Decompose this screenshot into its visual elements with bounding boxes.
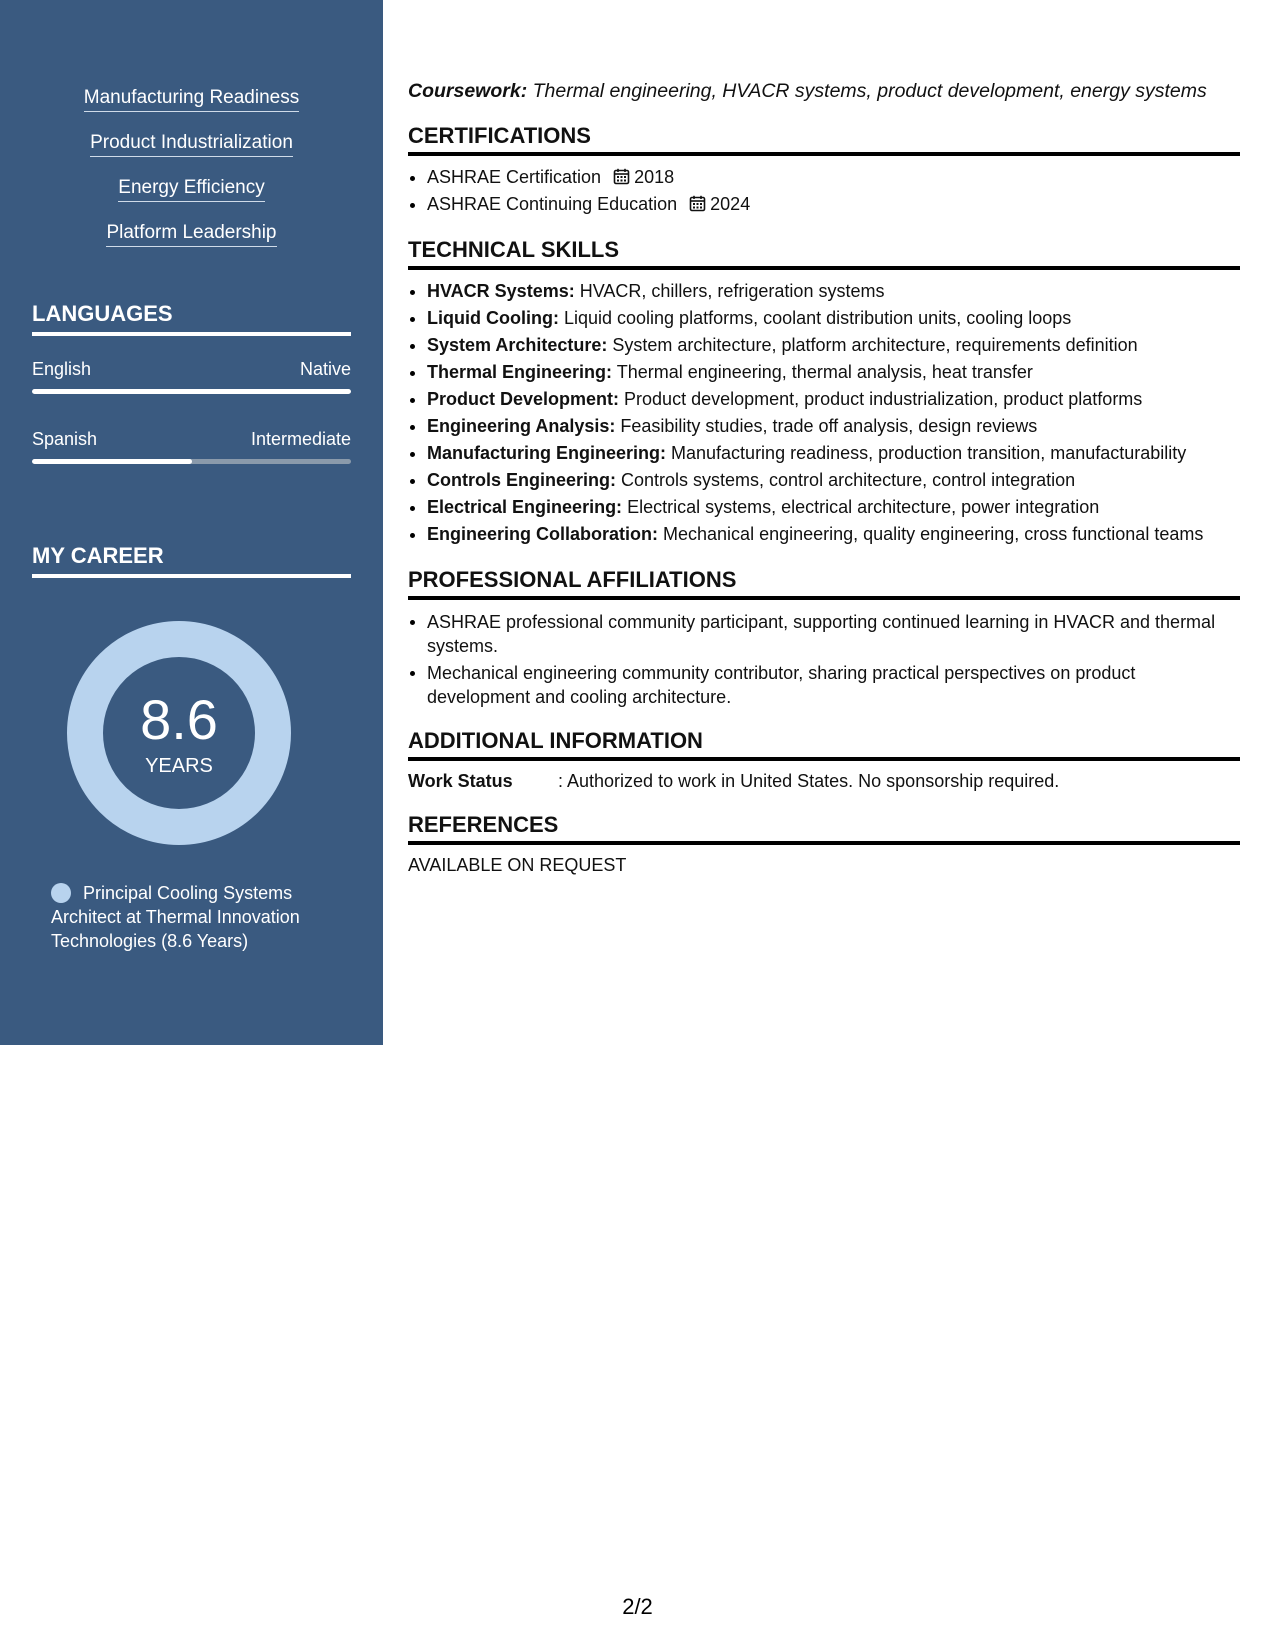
skill-label: Manufacturing Engineering:: [427, 443, 667, 463]
language-level: Native: [299, 359, 351, 379]
skill-text: Liquid cooling platforms, coolant distribution units, cooling loops: [558, 308, 1072, 328]
page-number: 2/2: [622, 1594, 653, 1619]
skill-item: [408, 359, 1240, 386]
coursework-line: [408, 78, 1240, 104]
certification-item: [408, 191, 1240, 218]
strengths-list: [0, 86, 383, 266]
skill-label: Controls Engineering:: [427, 470, 616, 490]
skill-item: [408, 467, 1240, 494]
skill-item: [408, 521, 1240, 548]
strength-item: Manufacturing Readiness: [84, 86, 299, 112]
main-content: [408, 78, 1240, 877]
skill-item: [408, 413, 1240, 440]
language-row: [32, 358, 351, 380]
skill-text: Thermal engineering, thermal analysis, heat transfer: [612, 362, 1033, 382]
technical-skills-heading: TECHNICAL SKILLS: [408, 236, 1240, 270]
languages-heading: LANGUAGES: [32, 300, 351, 336]
career-years-value: 8.6: [140, 688, 218, 751]
skill-item: [408, 332, 1240, 359]
skill-label: Thermal Engineering:: [427, 362, 613, 382]
skill-item: [408, 278, 1240, 305]
skill-label: System Architecture:: [427, 335, 608, 355]
skill-label: Product Development:: [427, 389, 620, 409]
strength-item: Platform Leadership: [106, 221, 276, 247]
language-proficiency-fill: [32, 389, 351, 394]
certification-year: 2024: [710, 194, 751, 214]
skill-text: Feasibility studies, trade off analysis, design reviews: [615, 416, 1038, 436]
coursework-label: Coursework:: [408, 80, 528, 102]
skill-text: Mechanical engineering, quality engineering, cross functional teams: [658, 524, 1204, 544]
affiliations-list: [408, 610, 1240, 709]
skill-text: HVACR, chillers, refrigeration systems: [574, 281, 885, 301]
references-heading: REFERENCES: [408, 811, 1240, 845]
language-proficiency-bar: [32, 459, 351, 464]
coursework-text: Thermal engineering, HVACR systems, product development, energy systems: [527, 80, 1207, 102]
language-level: Intermediate: [250, 429, 351, 449]
language-proficiency-bar: [32, 389, 351, 394]
work-status-value: : Authorized to work in United States. No sponsorship required.: [558, 771, 1060, 791]
references-text: AVAILABLE ON REQUEST: [408, 855, 627, 875]
calendar-icon: [613, 168, 630, 185]
skill-label: Engineering Collaboration:: [427, 524, 659, 544]
skill-text: Manufacturing readiness, production transition, manufacturability: [666, 443, 1187, 463]
sidebar: [0, 0, 383, 1045]
skill-item: [408, 440, 1240, 467]
language-name: Spanish: [32, 429, 98, 449]
skill-text: Product development, product industrialization, product platforms: [619, 389, 1143, 409]
skill-text: Electrical systems, electrical architecture, power integration: [622, 497, 1100, 517]
career-heading: MY CAREER: [32, 542, 351, 578]
skill-text: Controls systems, control architecture, control integration: [616, 470, 1076, 490]
strength-item: Product Industrialization: [90, 131, 293, 157]
affiliation-item: Mechanical engineering community contributor, sharing practical perspectives on product development and cooling architecture.: [408, 661, 1240, 709]
certifications-list: [408, 164, 1240, 218]
career-entry: [51, 881, 341, 953]
technical-skills-list: [408, 278, 1240, 548]
skill-item: [408, 386, 1240, 413]
certification-item: [408, 164, 1240, 191]
certification-name: ASHRAE Continuing Education: [427, 194, 678, 214]
calendar-icon: [689, 195, 706, 212]
skill-item: [408, 305, 1240, 332]
additional-info-heading: ADDITIONAL INFORMATION: [408, 727, 1240, 761]
skill-label: Engineering Analysis:: [427, 416, 616, 436]
language-row: [32, 428, 351, 450]
certifications-heading: CERTIFICATIONS: [408, 122, 1240, 156]
career-dot-icon: [51, 883, 71, 903]
language-name: English: [32, 359, 92, 379]
strength-item: Energy Efficiency: [118, 176, 264, 202]
skill-label: HVACR Systems:: [427, 281, 575, 301]
certification-year: 2018: [634, 167, 675, 187]
work-status-label: Work Status: [408, 771, 513, 791]
skill-label: Liquid Cooling:: [427, 308, 559, 328]
language-proficiency-fill: [32, 459, 192, 464]
skill-text: System architecture, platform architecture, requirements definition: [607, 335, 1138, 355]
career-years-unit: YEARS: [145, 755, 213, 777]
work-status-row: [408, 769, 1240, 793]
skill-item: [408, 494, 1240, 521]
skill-label: Electrical Engineering:: [427, 497, 623, 517]
affiliations-heading: PROFESSIONAL AFFILIATIONS: [408, 566, 1240, 600]
career-entry-text: Principal Cooling Systems Architect at Thermal Innovation Technologies (8.6 Years): [51, 883, 300, 951]
certification-name: ASHRAE Certification: [427, 167, 602, 187]
affiliation-item: ASHRAE professional community participant, supporting continued learning in HVACR and thermal systems.: [408, 610, 1240, 658]
